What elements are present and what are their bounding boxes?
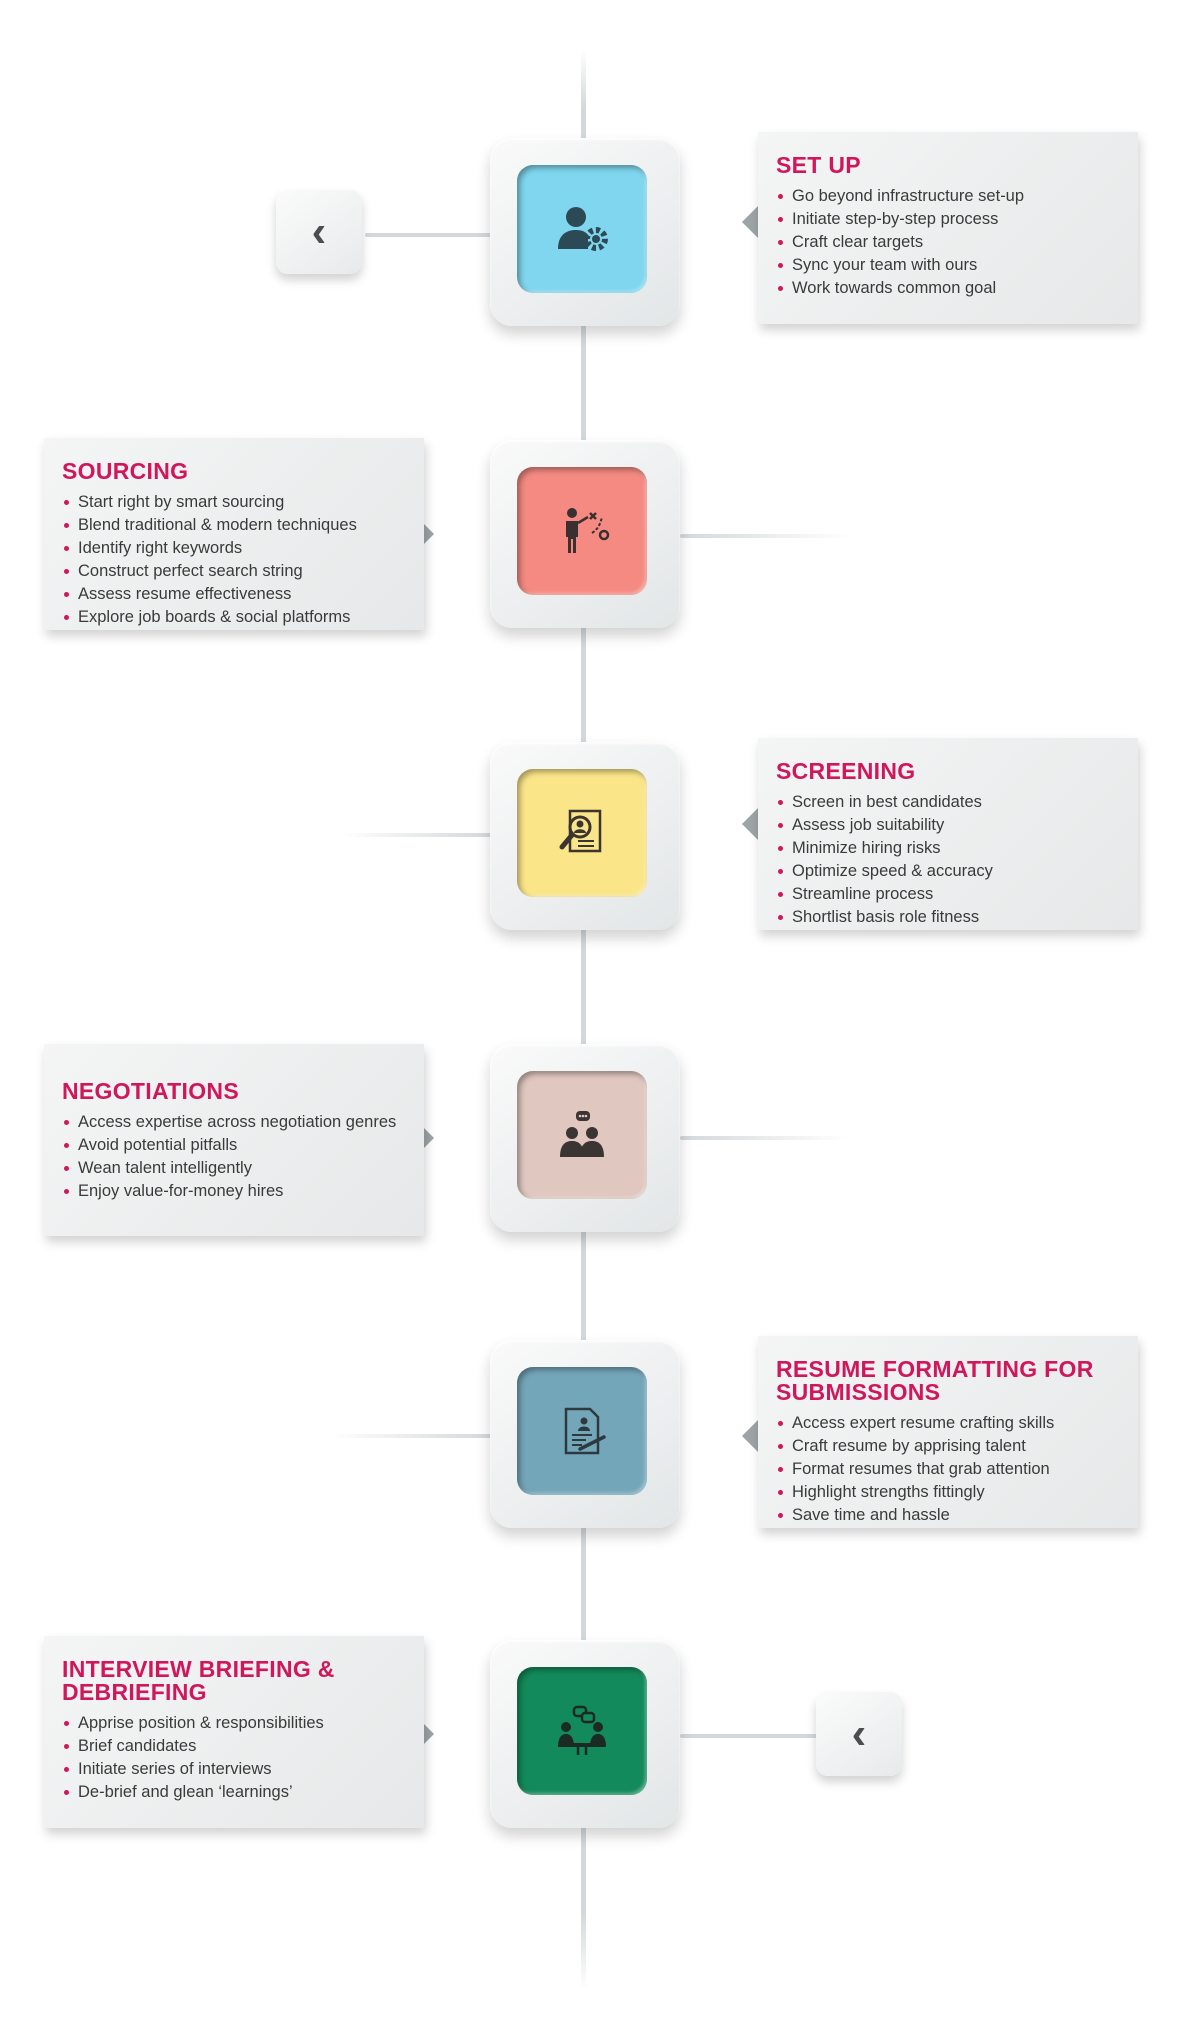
list-item: Brief candidates <box>62 1735 406 1758</box>
list-item: Access expertise across negotiation genres <box>62 1111 406 1134</box>
step-title: SCREENING <box>776 758 916 784</box>
step-card-sourcing <box>44 438 424 630</box>
connector-4 <box>680 1136 850 1140</box>
step-title: SET UP <box>776 152 861 178</box>
step-node-negotiations <box>490 1044 680 1232</box>
connector-3 <box>340 833 492 837</box>
connector-prev <box>365 233 493 237</box>
list-item: Screen in best candidates <box>776 791 1120 814</box>
step-card-setup <box>758 132 1138 324</box>
tile-screening <box>517 769 647 897</box>
next-button[interactable] <box>816 1692 902 1776</box>
list-item: Access expert resume crafting skills <box>776 1412 1120 1435</box>
step-card-screening <box>758 738 1138 930</box>
list-item: Shortlist basis role fitness <box>776 906 1120 929</box>
list-item: Sync your team with ours <box>776 254 1120 277</box>
list-item: Save time and hassle <box>776 1504 1120 1527</box>
pointer-resume-formatting <box>742 1420 758 1452</box>
step-node-setup <box>490 138 680 326</box>
list-item: Craft resume by apprising talent <box>776 1435 1120 1458</box>
tile-resume-formatting <box>517 1367 647 1495</box>
list-item: Assess resume effectiveness <box>62 583 406 606</box>
resume-edit-icon <box>550 1399 614 1463</box>
tile-sourcing <box>517 467 647 595</box>
pointer-setup <box>742 206 758 238</box>
list-item: Explore job boards & social platforms <box>62 606 406 629</box>
chevron-left-icon: ‹ <box>311 207 327 256</box>
list-item: Avoid potential pitfalls <box>62 1134 406 1157</box>
list-item: Wean talent intelligently <box>62 1157 406 1180</box>
pointer-screening <box>742 808 758 840</box>
list-item: Highlight strengths fittingly <box>776 1481 1120 1504</box>
list-item: Optimize speed & accuracy <box>776 860 1120 883</box>
list-item: Craft clear targets <box>776 231 1120 254</box>
strategy-presenter-icon <box>550 499 614 563</box>
step-node-resume-formatting <box>490 1340 680 1528</box>
connector-next <box>680 1734 820 1738</box>
step-list <box>62 1111 406 1203</box>
user-gear-icon <box>550 197 614 261</box>
tile-negotiations <box>517 1071 647 1199</box>
list-item: Minimize hiring risks <box>776 837 1120 860</box>
prev-button[interactable] <box>276 190 362 274</box>
list-item: Format resumes that grab attention <box>776 1458 1120 1481</box>
step-card-negotiations <box>44 1044 424 1236</box>
list-item: Initiate step-by-step process <box>776 208 1120 231</box>
step-title: SOURCING <box>62 458 189 484</box>
step-node-screening <box>490 742 680 930</box>
step-card-interview <box>44 1636 424 1828</box>
step-title: RESUME FORMATTING FOR SUBMISSIONS <box>776 1356 1094 1405</box>
list-item: De-brief and glean ‘learnings’ <box>62 1781 406 1804</box>
list-item: Apprise position & responsibilities <box>62 1712 406 1735</box>
list-item: Work towards common goal <box>776 277 1120 300</box>
resume-search-icon <box>550 801 614 865</box>
step-list <box>776 185 1120 300</box>
list-item: Enjoy value-for-money hires <box>62 1180 406 1203</box>
step-node-interview <box>490 1640 680 1828</box>
tile-interview <box>517 1667 647 1795</box>
step-list <box>62 491 406 629</box>
list-item: Go beyond infrastructure set-up <box>776 185 1120 208</box>
connector-5 <box>330 1434 492 1438</box>
step-list <box>776 1412 1120 1527</box>
list-item: Identify right keywords <box>62 537 406 560</box>
step-card-resume-formatting <box>758 1336 1138 1528</box>
interview-icon <box>550 1699 614 1763</box>
people-talk-icon <box>550 1103 614 1167</box>
step-list <box>62 1712 406 1804</box>
connector-2 <box>680 534 850 538</box>
tile-setup <box>517 165 647 293</box>
step-title: INTERVIEW BRIEFING & DEBRIEFING <box>62 1656 335 1705</box>
list-item: Blend traditional & modern techniques <box>62 514 406 537</box>
list-item: Initiate series of interviews <box>62 1758 406 1781</box>
list-item: Start right by smart sourcing <box>62 491 406 514</box>
list-item: Streamline process <box>776 883 1120 906</box>
step-title: NEGOTIATIONS <box>62 1078 239 1104</box>
step-list <box>776 791 1120 929</box>
list-item: Construct perfect search string <box>62 560 406 583</box>
step-node-sourcing <box>490 440 680 628</box>
chevron-left-icon: ‹ <box>851 1709 867 1758</box>
list-item: Assess job suitability <box>776 814 1120 837</box>
